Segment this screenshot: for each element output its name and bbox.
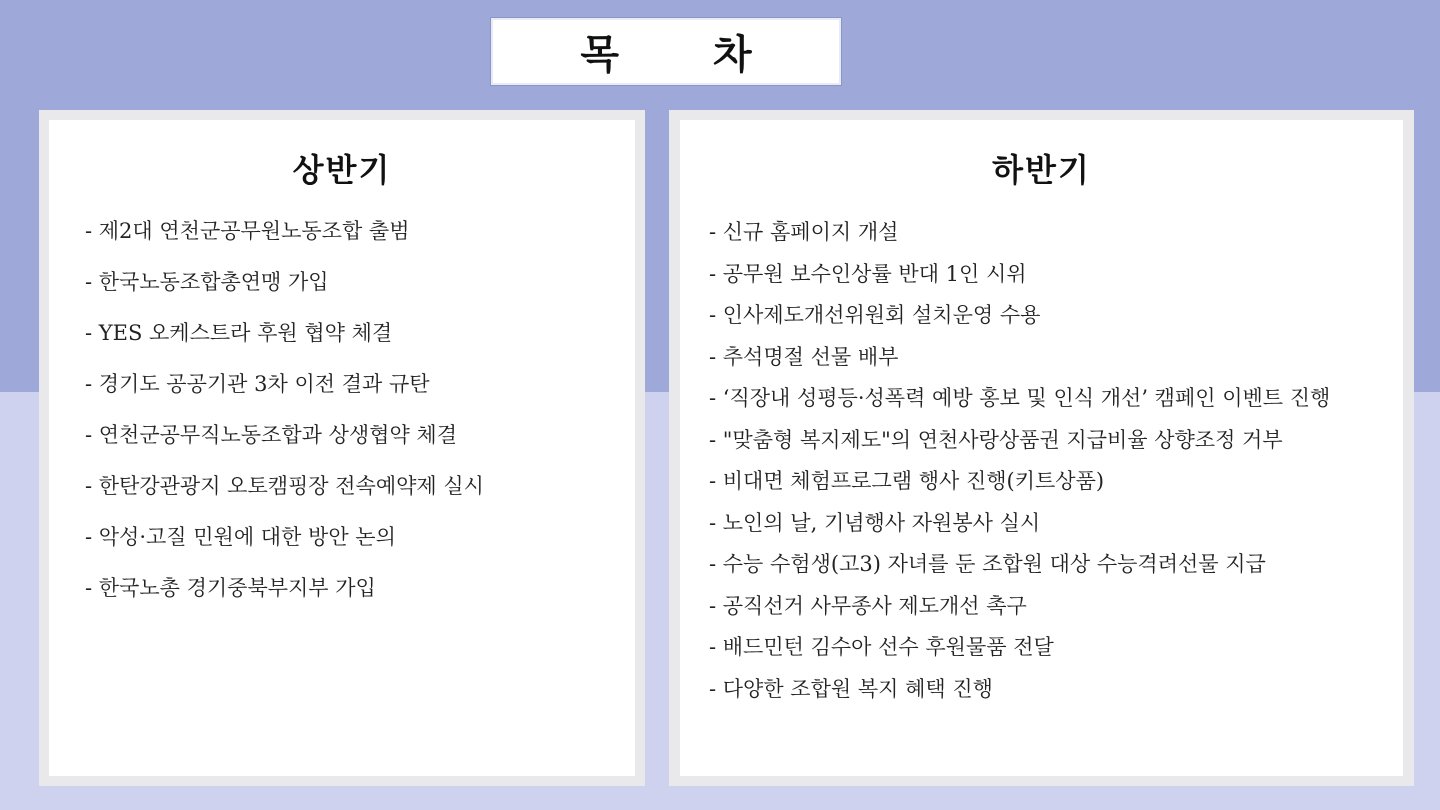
- list-item: - "맞춤형 복지제도"의 연천사랑상품권 지급비율 상향조정 거부: [709, 427, 1283, 452]
- second-half-list: [709, 212, 1389, 710]
- list-item: - 노인의 날, 기념행사 자원봉사 실시: [709, 510, 1041, 535]
- first-half-panel-inner: [49, 120, 635, 776]
- list-item: - 공직선거 사무종사 제도개선 촉구: [709, 593, 1027, 618]
- list-item: - 수능 수험생(고3) 자녀를 둔 조합원 대상 수능격려선물 지급: [709, 552, 1266, 576]
- page-title: 목 차: [580, 32, 792, 78]
- list-item: - 악성·고질 민원에 대한 방안 논의: [85, 525, 396, 549]
- list-item: - 추석명절 선물 배부: [709, 344, 899, 369]
- list-item: - 제2대 연천군공무원노동조합 출범: [85, 219, 410, 243]
- list-item: - 연천군공무직노동조합과 상생협약 체결: [85, 423, 457, 447]
- first-half-heading: 상반기: [292, 151, 392, 189]
- list-item: - 공무원 보수인상률 반대 1인 시위: [709, 261, 1027, 286]
- second-half-panel: [669, 110, 1414, 786]
- list-item: - 다양한 조합원 복지 혜택 진행: [709, 676, 993, 701]
- first-half-panel: [39, 110, 645, 786]
- list-item: - ‘직장내 성평등·성폭력 예방 홍보 및 인식 개선’ 캠페인 이벤트 진행: [709, 386, 1331, 410]
- list-item: - 경기도 공공기관 3차 이전 결과 규탄: [85, 372, 430, 396]
- list-item: - 한국노총 경기중북부지부 가입: [85, 576, 376, 600]
- list-item: - 신규 홈페이지 개설: [709, 220, 899, 244]
- second-half-panel-inner: [680, 120, 1403, 776]
- list-item: - YES 오케스트라 후원 협약 체결: [85, 321, 393, 345]
- list-item: - 한탄강관광지 오토캠핑장 전속예약제 실시: [85, 474, 484, 498]
- list-item: - 한국노동조합총연맹 가입: [85, 270, 329, 294]
- second-half-heading: 하반기: [992, 151, 1091, 189]
- title-box: [490, 17, 842, 86]
- list-item: - 인사제도개선위원회 설치운영 수용: [709, 303, 1041, 327]
- list-item: - 배드민턴 김수아 선수 후원물품 전달: [709, 635, 1054, 659]
- first-half-list: [85, 216, 625, 624]
- list-item: - 비대면 체험프로그램 행사 진행(키트상품): [709, 469, 1105, 493]
